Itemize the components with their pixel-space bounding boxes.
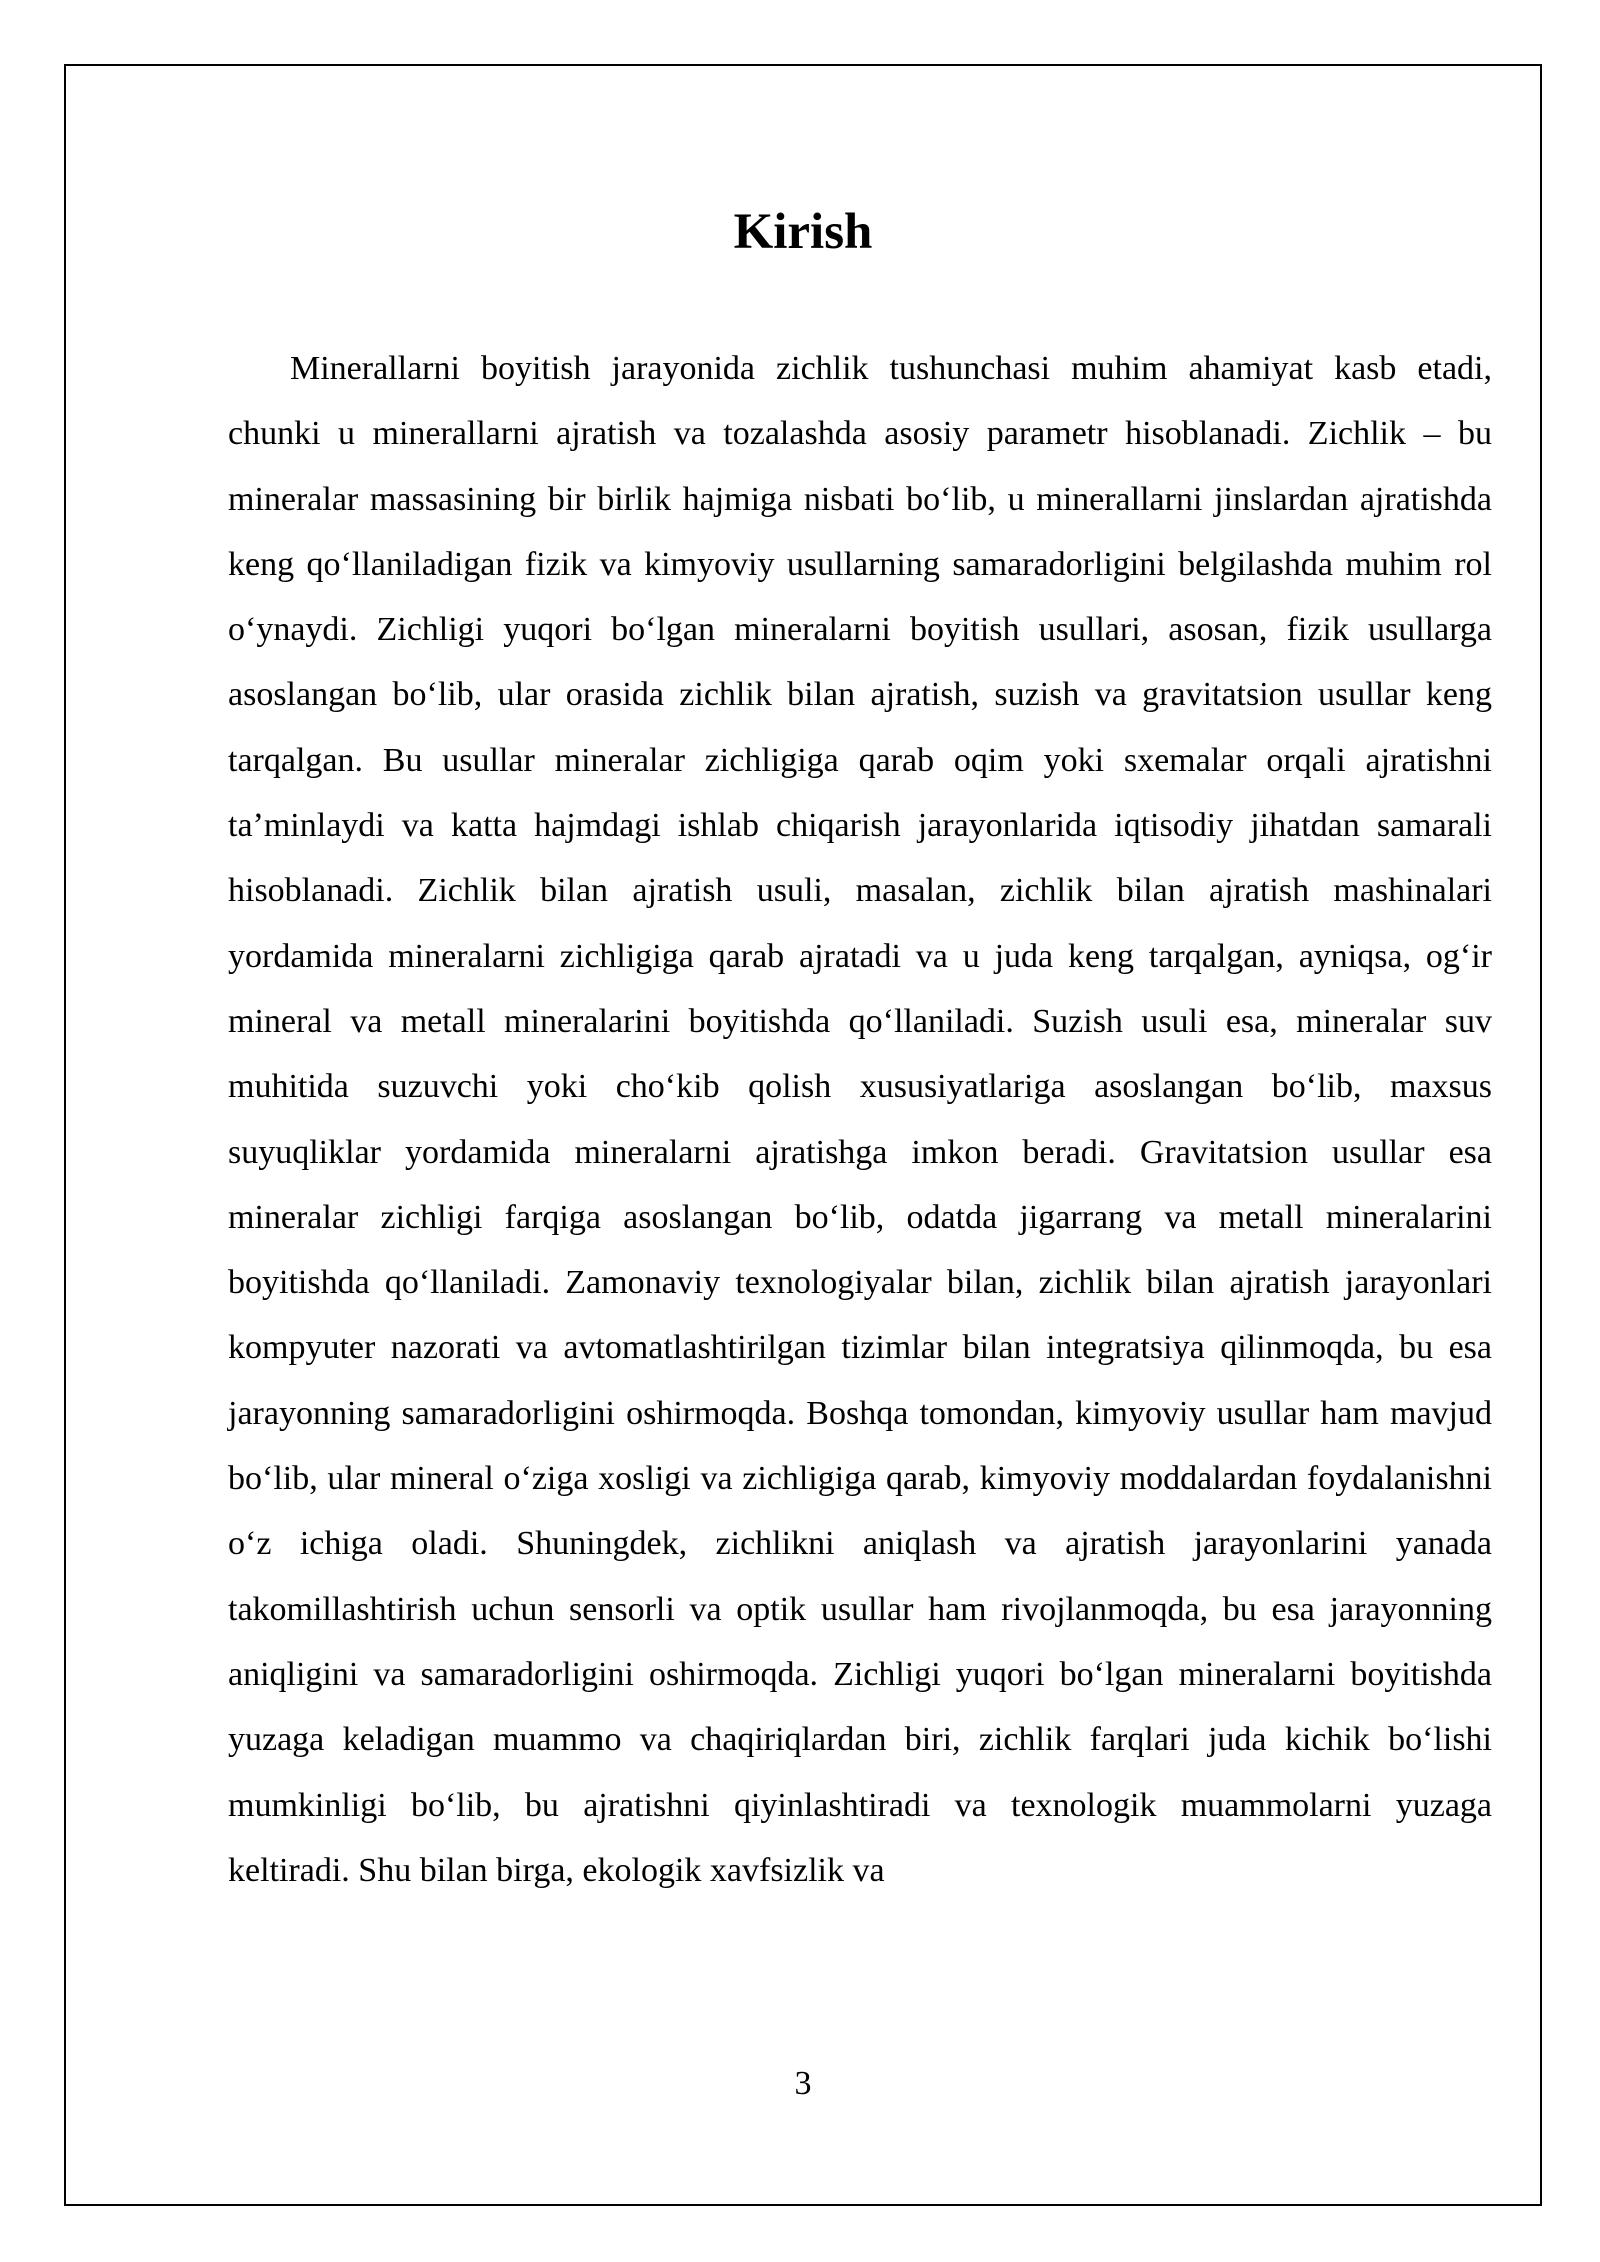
page-number: 3 <box>794 2065 812 2102</box>
body-paragraph: Minerallarni boyitish jarayonida zichlik tushunchasi muhim ahamiyat kasb etadi, chunki u minerallarni ajratish va tozalashda asosiy parametr hisoblanadi. Zichlik – bu mineralar massasining bir birlik hajmiga nisbati boʻlib, u minerallarni jinslardan ajratishda keng qoʻllaniladigan fizik va kimyoviy usullarning samaradorligini belgilashda muhim rol oʻynaydi. Zichligi yuqori boʻlgan mineralarni boyitish usullari, asosan, fizik usullarga asoslangan boʻlib, ular orasida zichlik bilan ajratish, suzish va gravitatsion usullar keng tarqalgan. Bu usullar mineralar zichligiga qarab oqim yoki sxemalar orqali ajratishni taʼminlaydi va katta hajmdagi ishlab chiqarish jarayonlarida iqtisodiy jihatdan samarali hisoblanadi. Zichlik bilan ajratish usuli, masalan, zichlik bilan ajratish mashinalari yordamida mineralarni zichligiga qarab ajratadi va u juda keng tarqalgan, ayniqsa, ogʻir mineral va metall mineralarini boyitishda qoʻllaniladi. Suzish usuli esa, mineralar suv muhitida suzuvchi yoki choʻkib qolish xususiyatlariga asoslangan boʻlib, maxsus suyuqliklar yordamida mineralarni ajratishga imkon beradi. Gravitatsion usullar esa mineralar zichligi farqiga asoslangan boʻlib, odatda jigarrang va metall mineralarini boyitishda qoʻllaniladi. Zamonaviy texnologiyalar bilan, zichlik bilan ajratish jarayonlari kompyuter nazorati va avtomatlashtirilgan tizimlar bilan integratsiya qilinmoqda, bu esa jarayonning samaradorligini oshirmoqda. Boshqa tomondan, kimyoviy usullar ham mavjud boʻlib, ular mineral oʻziga xosligi va zichligiga qarab, kimyoviy moddalardan foydalanishni oʻz ichiga oladi. Shuningdek, zichlikni aniqlash va ajratish jarayonlarini yanada takomillashtirish uchun sensorli va optik usullar ham rivojlanmoqda, bu esa jarayonning aniqligini va samaradorligini oshirmoqda. Zichligi yuqori boʻlgan mineralarni boyitishda yuzaga keladigan muammo va chaqiriqlardan biri, zichlik farqlari juda kichik boʻlishi mumkinligi boʻlib, bu ajratishni qiyinlashtiradi va texnologik muammolarni yuzaga keltiradi. Shu bilan birga, ekologik xavfsizlik va <box>228 350 1492 1889</box>
page-title: Kirish <box>733 204 873 260</box>
